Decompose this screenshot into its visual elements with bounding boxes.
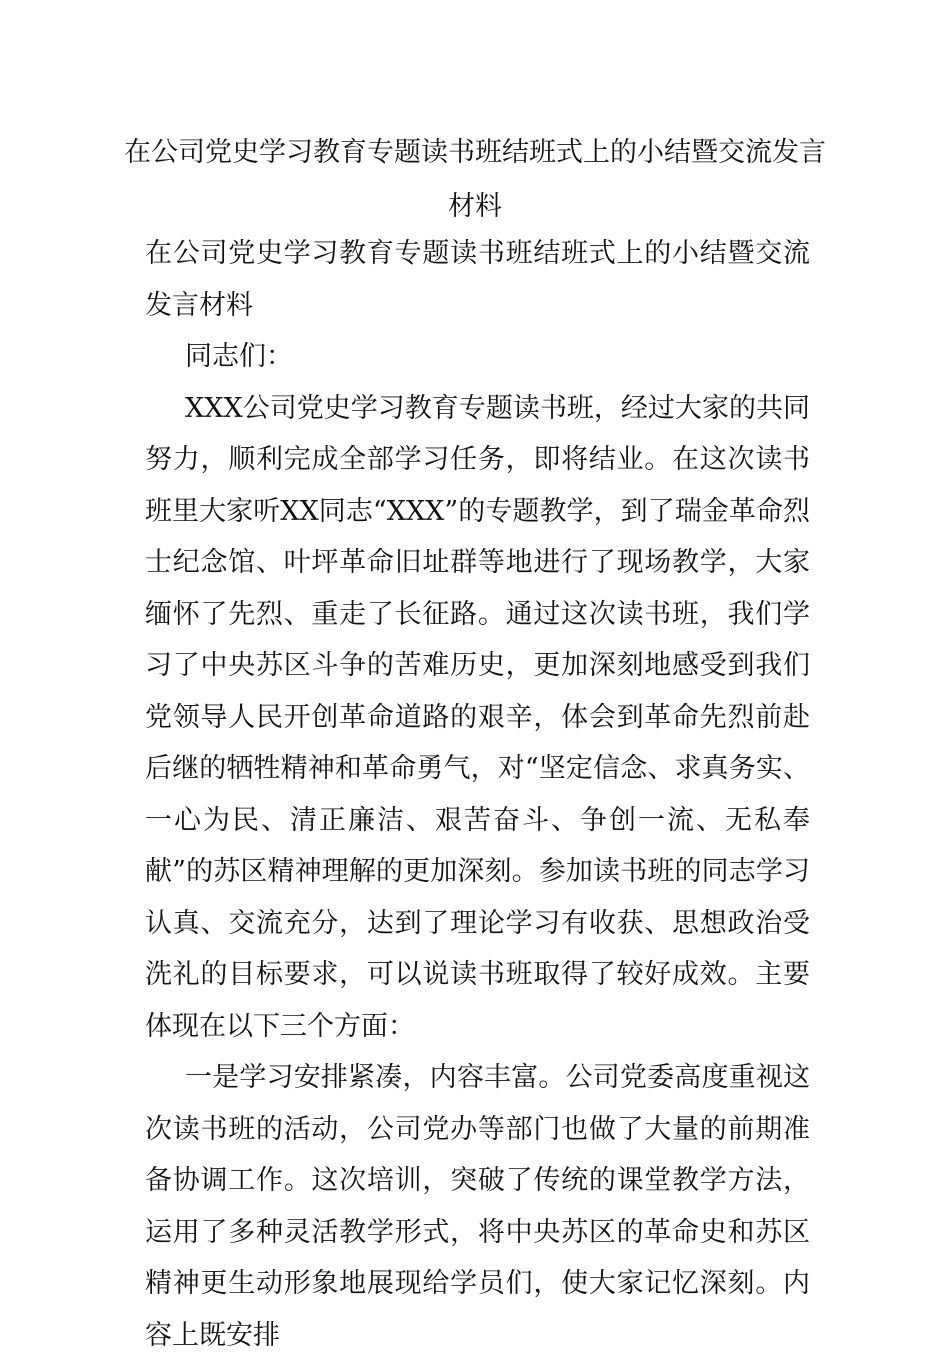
document-body bbox=[145, 228, 810, 1361]
greeting: 同志们： bbox=[185, 341, 293, 372]
paragraph: 一是学习安排紧凑，内容丰富。公司党委高度重视这次读书班的活动，公司党办等部门也做了大量的前期准备协调工作。这次培训，突破了传统的课堂教学方法，运用了多种灵活教学形式，将中央苏区的革命史和苏区精神更生动形象地展现给学员们，使大家记忆深刻。内容上既安排 bbox=[145, 1062, 810, 1351]
document-title: 在公司党史学习教育专题读书班结班式上的小结暨交流发言材料 bbox=[124, 137, 826, 222]
paragraph: XXX公司党史学习教育专题读书班，经过大家的共同努力，顺利完成全部学习任务，即将结业。在这次读书班里大家听XX同志“XXX”的专题教学，到了瑞金革命烈士纪念馆、叶坪革命旧址群等地进行了现场教学，大家缅怀了先烈、重走了长征路。通过这次读书班，我们学习了中央苏区斗争的苦难历史，更加深刻地感受到我们党领导人民开创革命道路的艰辛，体会到革命先烈前赴后继的牺牲精神和革命勇气，对“坚定信念、求真务实、一心为民、清正廉洁、艰苦奋斗、争创一流、无私奉献”的苏区精神理解的更加深刻。参加读书班的同志学习认真、交流充分，达到了理论学习有收获、思想政治受洗礼的目标要求，可以说读书班取得了较好成效。主要体现在以下三个方面： bbox=[145, 392, 810, 1042]
document-subtitle: 在公司党史学习教育专题读书班结班式上的小结暨交流发言材料 bbox=[145, 238, 810, 321]
